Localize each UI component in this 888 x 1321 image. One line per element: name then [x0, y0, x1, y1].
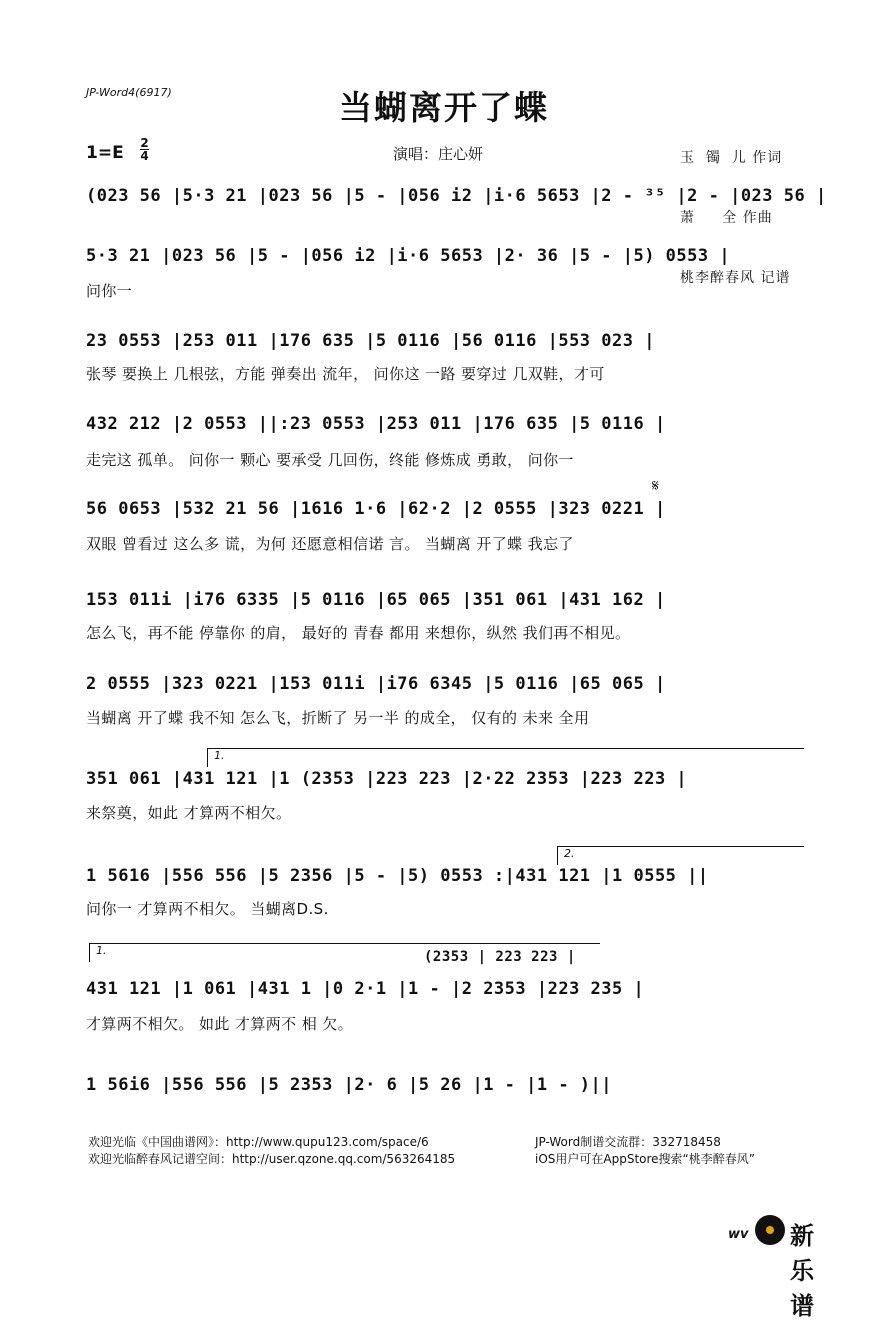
score-line-9: 1 5616 |556 556 |5 2356 |5 - |5) 0553 :|431 121 |1 0555 ||	[86, 866, 709, 886]
logo-name: 新乐谱	[790, 1222, 814, 1320]
footer-link-1[interactable]: 欢迎光临《中国曲谱网》：http://www.qupu123.com/space/6	[88, 1135, 429, 1149]
singer-credit: 演唱：庄心妍	[393, 145, 484, 163]
score-line-7: 2 0555 |323 0221 |153 011i |i76 6345 |5 0116 |65 065 |	[86, 674, 666, 694]
interlude-above: (2353 | 223 223 |	[424, 949, 576, 965]
footer-left	[88, 1134, 455, 1168]
logo-prefix: wv	[728, 1227, 749, 1242]
volta-bracket-1b: 1.	[89, 943, 600, 962]
time-bottom: 4	[140, 149, 149, 163]
volta-bracket-2: 2.	[557, 846, 804, 865]
composer-credit: 萧 全 作曲	[680, 210, 773, 226]
score-line-6: 153 011i |i76 6335 |5 0116 |65 065 |351 061 |431 162 |	[86, 590, 666, 610]
segno-sign: 𝄋	[652, 476, 659, 495]
score-line-11: 1 56i6 |556 556 |5 2353 |2· 6 |5 26 |1 - |1 - )||	[86, 1075, 613, 1095]
lyric-line-7: 当蝴离 开了蝶 我不知 怎么飞，折断了 另一半 的成全， 仅有的 未来 全用	[86, 709, 590, 727]
score-line-3: 23 0553 |253 011 |176 635 |5 0116 |56 0116 |553 023 |	[86, 331, 655, 351]
time-signature	[140, 137, 149, 162]
score-line-4: 432 212 |2 0553 ||:23 0553 |253 011 |176 635 |5 0116 |	[86, 414, 666, 434]
volta-bracket-1a: 1.	[207, 748, 804, 767]
time-top: 2	[140, 136, 149, 150]
lyric-line-5: 双眼 曾看过 这么多 谎，为何 还愿意相信诺 言。 当蝴离 开了蝶 我忘了	[86, 535, 574, 553]
footer-group-info: JP-Word制谱交流群：332718458	[535, 1135, 721, 1149]
score-line-2: 5·3 21 |023 56 |5 - |056 i2 |i·6 5653 |2· 36 |5 - |5) 0553 |	[86, 246, 731, 266]
score-line-10: 431 121 |1 061 |431 1 |0 2·1 |1 - |2 2353 |223 235 |	[86, 979, 645, 999]
record-disc-icon	[755, 1215, 785, 1245]
lyricist-credit: 玉 镯 儿 作词	[680, 150, 783, 166]
lyric-line-6: 怎么飞，再不能 停靠你 的肩， 最好的 青春 都用 来想你，纵然 我们再不相见。	[86, 624, 631, 642]
song-title: 当蝴离开了蝶	[339, 88, 549, 127]
lyric-line-10: 才算两不相欠。 如此 才算两不 相 欠。	[86, 1015, 354, 1033]
source-label: JP-Word4(6917)	[86, 86, 172, 99]
credits-block	[680, 108, 790, 308]
score-line-8: 351 061 |431 121 |1 (2353 |223 223 |2·22 2353 |223 223 |	[86, 769, 688, 789]
lyric-line-8: 来祭奠，如此 才算两不相欠。	[86, 804, 292, 822]
footer-link-2[interactable]: 欢迎光临醉春风记谱空间：http://user.qzone.qq.com/563264185	[88, 1152, 456, 1166]
lyric-line-4: 走完这 孤单。 问你一 颗心 要承受 几回伤，终能 修炼成 勇敢， 问你一	[86, 451, 574, 469]
transcriber-credit: 桃李醉春风 记谱	[680, 270, 791, 286]
key-signature: 1=E	[86, 143, 124, 163]
footer-ios-info: iOS用户可在AppStore搜索“桃李醉春风”	[535, 1152, 755, 1166]
footer-right	[535, 1134, 755, 1168]
score-line-1: (023 56 |5·3 21 |023 56 |5 - |056 i2 |i·6 5653 |2 - ³⁵ |2 - |023 56 |	[86, 186, 827, 206]
score-line-5: 56 0653 |532 21 56 |1616 1·6 |62·2 |2 0555 |323 0221 |	[86, 499, 666, 519]
lyric-line-2: 问你一	[86, 282, 133, 300]
lyric-line-9: 问你一 才算两不相欠。 当蝴离D.S.	[86, 900, 329, 918]
lyric-line-3: 张琴 要换上 几根弦，方能 弹奏出 流年， 问你这 一路 要穿过 几双鞋，才可	[86, 365, 605, 383]
